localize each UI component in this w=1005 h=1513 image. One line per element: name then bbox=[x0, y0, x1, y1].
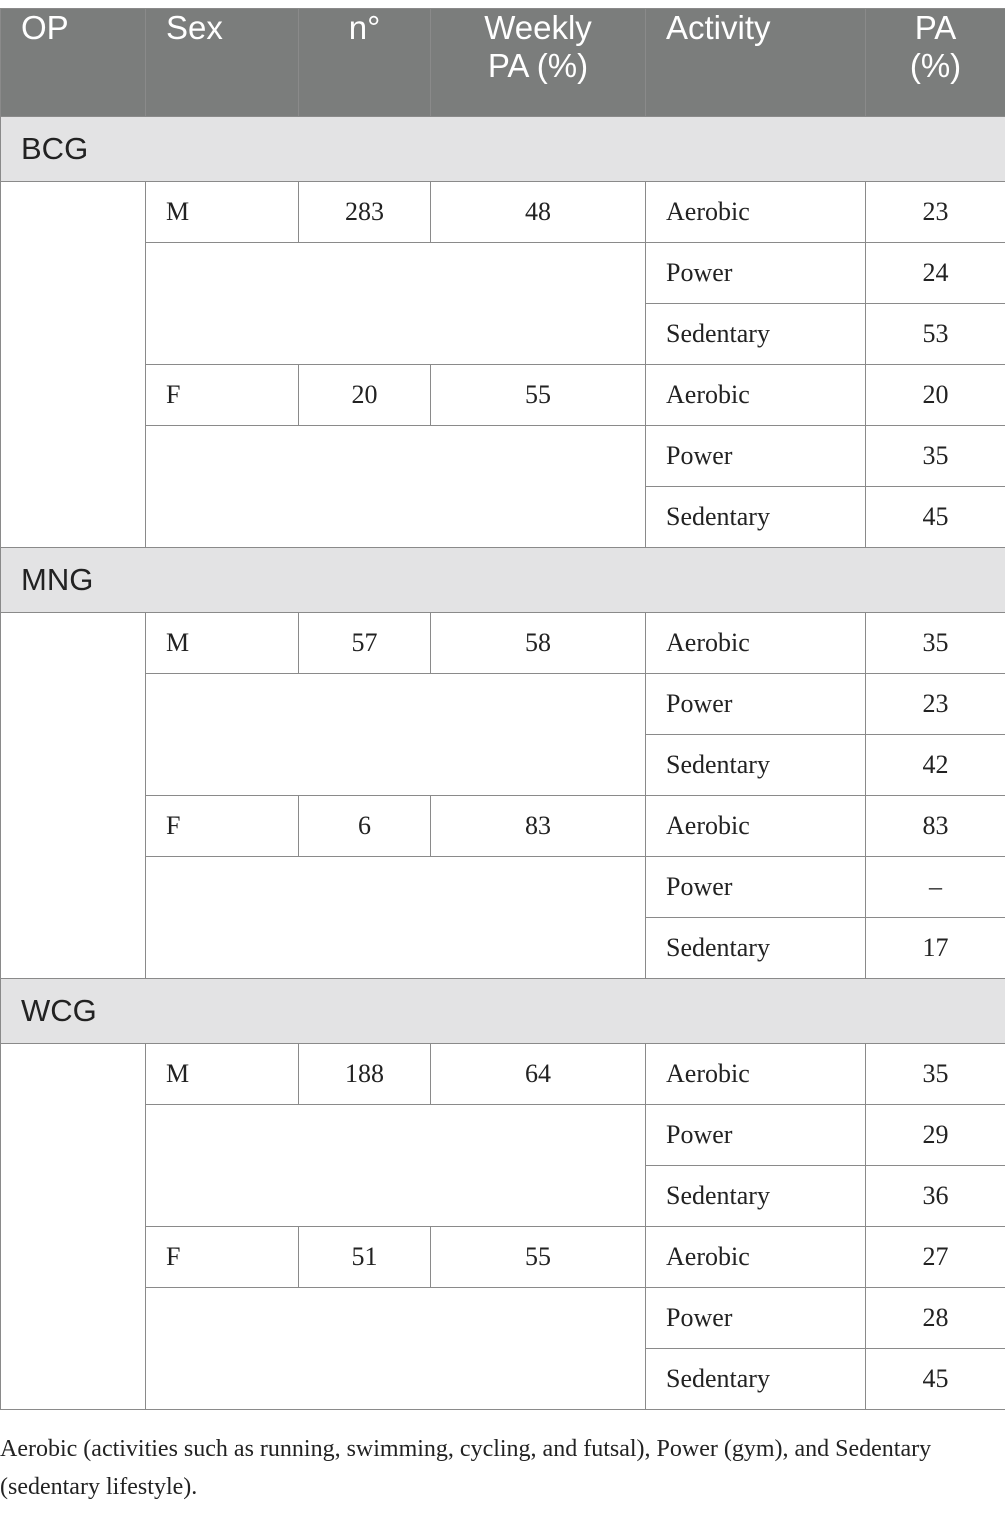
activity-cell: Aerobic bbox=[646, 182, 866, 243]
weekly-pa-cell: 64 bbox=[431, 1044, 646, 1105]
pa-cell: 45 bbox=[866, 1349, 1005, 1410]
table-body bbox=[1, 117, 1005, 1410]
op-blank-cell bbox=[1, 182, 146, 548]
pa-cell: 24 bbox=[866, 243, 1005, 304]
activity-cell: Power bbox=[646, 426, 866, 487]
table-footnote: Aerobic (activities such as running, swimming, cycling, and futsal), Power (gym), and Sedentary (sedentary lifestyle). bbox=[0, 1436, 932, 1500]
activity-cell: Sedentary bbox=[646, 735, 866, 796]
activity-cell: Power bbox=[646, 1105, 866, 1166]
op-blank-cell bbox=[1, 1044, 146, 1410]
pa-cell: 23 bbox=[866, 674, 1005, 735]
activity-cell: Aerobic bbox=[646, 613, 866, 674]
group-row bbox=[1, 117, 1005, 182]
weekly-pa-cell: 83 bbox=[431, 796, 646, 857]
activity-cell: Sedentary bbox=[646, 918, 866, 979]
activity-cell: Power bbox=[646, 243, 866, 304]
weekly-pa-cell: 48 bbox=[431, 182, 646, 243]
header-weekly-pa bbox=[431, 9, 646, 117]
table-row bbox=[1, 426, 1005, 487]
empty-span-cell bbox=[146, 857, 646, 979]
sex-cell: F bbox=[146, 1227, 299, 1288]
n-cell: 20 bbox=[299, 365, 431, 426]
sex-cell: F bbox=[146, 796, 299, 857]
pa-cell: 35 bbox=[866, 613, 1005, 674]
table-container bbox=[0, 8, 1005, 1410]
pa-cell: 35 bbox=[866, 426, 1005, 487]
empty-span-cell bbox=[146, 674, 646, 796]
table-row bbox=[1, 796, 1005, 857]
pa-table bbox=[0, 8, 1005, 1410]
pa-cell: 20 bbox=[866, 365, 1005, 426]
pa-cell: 29 bbox=[866, 1105, 1005, 1166]
empty-span-cell bbox=[146, 243, 646, 365]
group-row bbox=[1, 979, 1005, 1044]
pa-cell: 35 bbox=[866, 1044, 1005, 1105]
activity-cell: Sedentary bbox=[646, 1166, 866, 1227]
header-weekly-pa-line2: PA (%) bbox=[487, 47, 589, 84]
group-label: BCG bbox=[1, 117, 1005, 182]
n-cell: 51 bbox=[299, 1227, 431, 1288]
n-cell: 6 bbox=[299, 796, 431, 857]
header-activity: Activity bbox=[646, 9, 866, 117]
pa-cell: 17 bbox=[866, 918, 1005, 979]
op-blank-cell bbox=[1, 613, 146, 979]
header-pa-line2: (%) bbox=[909, 47, 962, 84]
weekly-pa-cell: 58 bbox=[431, 613, 646, 674]
group-row bbox=[1, 548, 1005, 613]
header-weekly-pa-line1: Weekly bbox=[484, 9, 592, 46]
table-row bbox=[1, 365, 1005, 426]
table-row bbox=[1, 613, 1005, 674]
sex-cell: F bbox=[146, 365, 299, 426]
sex-cell: M bbox=[146, 1044, 299, 1105]
activity-cell: Power bbox=[646, 857, 866, 918]
header-sex: Sex bbox=[146, 9, 299, 117]
header-pa bbox=[866, 9, 1005, 117]
activity-cell: Aerobic bbox=[646, 365, 866, 426]
activity-cell: Aerobic bbox=[646, 1044, 866, 1105]
table-row bbox=[1, 243, 1005, 304]
n-cell: 283 bbox=[299, 182, 431, 243]
activity-cell: Sedentary bbox=[646, 487, 866, 548]
pa-cell: 83 bbox=[866, 796, 1005, 857]
table-header bbox=[1, 9, 1005, 117]
empty-span-cell bbox=[146, 1288, 646, 1410]
pa-cell: 23 bbox=[866, 182, 1005, 243]
activity-cell: Power bbox=[646, 1288, 866, 1349]
sex-cell: M bbox=[146, 613, 299, 674]
table-row bbox=[1, 1288, 1005, 1349]
empty-span-cell bbox=[146, 426, 646, 548]
pa-cell: 28 bbox=[866, 1288, 1005, 1349]
activity-cell: Aerobic bbox=[646, 1227, 866, 1288]
pa-cell: – bbox=[866, 857, 1005, 918]
table-row bbox=[1, 182, 1005, 243]
header-n: n° bbox=[299, 9, 431, 117]
pa-cell: 27 bbox=[866, 1227, 1005, 1288]
sex-cell: M bbox=[146, 182, 299, 243]
pa-cell: 36 bbox=[866, 1166, 1005, 1227]
pa-cell: 42 bbox=[866, 735, 1005, 796]
activity-cell: Sedentary bbox=[646, 304, 866, 365]
weekly-pa-cell: 55 bbox=[431, 1227, 646, 1288]
table-row bbox=[1, 1227, 1005, 1288]
table-row bbox=[1, 674, 1005, 735]
table-row bbox=[1, 1044, 1005, 1105]
activity-cell: Aerobic bbox=[646, 796, 866, 857]
group-label: MNG bbox=[1, 548, 1005, 613]
table-row bbox=[1, 1105, 1005, 1166]
group-label: WCG bbox=[1, 979, 1005, 1044]
n-cell: 188 bbox=[299, 1044, 431, 1105]
empty-span-cell bbox=[146, 1105, 646, 1227]
header-op: OP bbox=[1, 9, 146, 117]
activity-cell: Sedentary bbox=[646, 1349, 866, 1410]
n-cell: 57 bbox=[299, 613, 431, 674]
table-row bbox=[1, 857, 1005, 918]
pa-cell: 53 bbox=[866, 304, 1005, 365]
header-pa-line1: PA bbox=[914, 9, 957, 46]
activity-cell: Power bbox=[646, 674, 866, 735]
pa-cell: 45 bbox=[866, 487, 1005, 548]
weekly-pa-cell: 55 bbox=[431, 365, 646, 426]
